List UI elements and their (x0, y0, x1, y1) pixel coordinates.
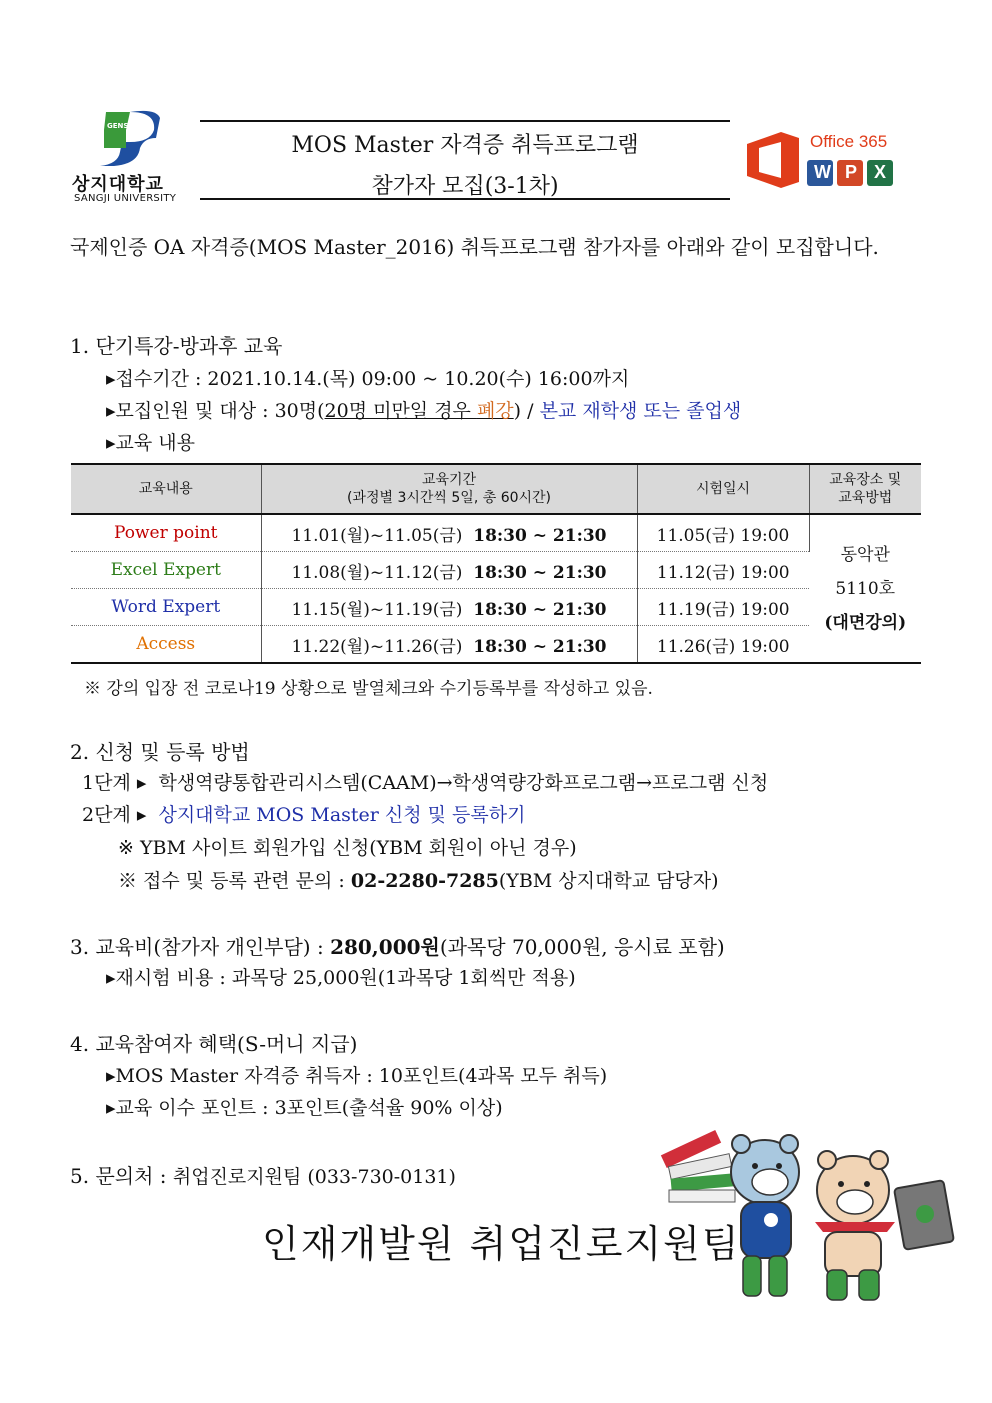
logo-badge-text: GENS2 (107, 122, 134, 130)
contact-prefix: 5. 문의처 : (70, 1164, 173, 1188)
section-2-heading: 2. 신청 및 등록 방법 (70, 740, 250, 764)
course-period (261, 514, 637, 552)
course-time: 18:30 ~ 21:30 (473, 599, 607, 620)
retest-fee: ▸재시험 비용 : 과목당 25,000원(1과목당 1회씩만 적용) (106, 967, 576, 989)
table-row (71, 514, 921, 552)
course-period (261, 626, 637, 664)
fee-amount: 280,000원 (330, 935, 440, 959)
benefit-item-1: ▸MOS Master 자격증 취득자 : 10포인트(4과목 모두 취득) (106, 1065, 608, 1087)
table-header-row (71, 464, 921, 514)
course-time: 18:30 ~ 21:30 (473, 525, 607, 546)
ybm-signup-note: ※ YBM 사이트 회원가입 신청(YBM 회원이 아닌 경우) (118, 837, 577, 859)
section-4-heading: 4. 교육참여자 혜택(S-머니 지급) (70, 1032, 358, 1056)
header-place-line2: 교육방법 (838, 490, 893, 506)
fee-suffix: (과목당 70,000원, 응시료 포함) (439, 935, 725, 959)
education-place (809, 514, 921, 663)
title-line-1: MOS Master 자격증 취득프로그램 (291, 133, 639, 158)
header-exam: 시험일시 (637, 464, 809, 514)
step-1 (82, 768, 768, 795)
exam-datetime: 11.12(금) 19:00 (637, 552, 809, 589)
word-icon: W (814, 162, 831, 182)
header-course: 교육내용 (71, 464, 261, 514)
course-period (261, 552, 637, 589)
recruit-condition (325, 400, 514, 422)
place-room: 5110호 (835, 578, 896, 599)
recruit-underlined: 20명 미만일 경우 (324, 400, 477, 422)
footer-organization: 인재개발원 취업진로지원팀 (262, 1222, 741, 1266)
inquiry-phone: 02-2280-7285 (350, 870, 499, 892)
header-period (261, 464, 637, 514)
schedule-table (71, 463, 921, 664)
header-place (809, 464, 921, 514)
title-box (200, 120, 730, 200)
course-name: Access (71, 626, 261, 664)
contact-info: 취업진로지원팀 (033-730-0131) (172, 1166, 456, 1188)
step-2 (82, 800, 525, 827)
course-dates: 11.08(월)~11.12(금) (291, 562, 463, 583)
inquiry-prefix: ※ 접수 및 등록 관련 문의 : (118, 870, 351, 892)
logo-text: 상지대학교 (72, 174, 164, 195)
inquiry-note (118, 866, 719, 893)
course-time: 18:30 ~ 21:30 (473, 636, 607, 657)
office-label: Office 365 (810, 132, 888, 151)
title-line-2: 참가자 모집(3-1차) (371, 174, 559, 199)
exam-datetime: 11.19(금) 19:00 (637, 589, 809, 626)
course-name: Excel Expert (71, 552, 261, 589)
step-2-link[interactable]: 상지대학교 MOS Master 신청 및 등록하기 (158, 804, 526, 826)
header-period-line1: 교육기간 (421, 472, 477, 488)
course-period (261, 589, 637, 626)
benefit-item-2: ▸교육 이수 포인트 : 3포인트(출석율 90% 이상) (106, 1097, 503, 1119)
recruit-cancel: 폐강 (476, 400, 514, 422)
content-label: ▸교육 내용 (106, 432, 195, 454)
header-place-line1: 교육장소 및 (829, 472, 902, 488)
table-row (71, 552, 921, 589)
course-name: Power point (71, 514, 261, 552)
exam-datetime: 11.26(금) 19:00 (637, 626, 809, 664)
course-time: 18:30 ~ 21:30 (473, 562, 607, 583)
header-period-line2: (과정별 3시간씩 5일, 총 60시간) (346, 490, 552, 506)
step-2-label: 2단계 ▸ (82, 804, 147, 826)
recruit-prefix: ▸모집인원 및 대상 : 30명( (106, 400, 325, 422)
excel-icon: X (874, 162, 887, 182)
place-building: 동악관 (840, 544, 890, 565)
powerpoint-icon: P (845, 162, 858, 182)
table-note: ※ 강의 입장 전 코로나19 상황으로 발열체크와 수기등록부를 작성하고 있음. (84, 679, 653, 699)
intro-paragraph: 국제인증 OA 자격증(MOS Master_2016) 취득프로그램 참가자를 아래와 같이 모집합니다. (70, 235, 879, 259)
course-name: Word Expert (71, 589, 261, 626)
course-dates: 11.22(월)~11.26(금) (291, 636, 463, 657)
section-1-heading: 1. 단기특강-방과후 교육 (70, 334, 283, 358)
fee-prefix: 3. 교육비(참가자 개인부담) : (70, 935, 331, 959)
table-row (71, 626, 921, 664)
university-logo-icon (70, 108, 190, 170)
section-5-heading (70, 1160, 456, 1189)
place-method: (대면강의) (824, 612, 907, 633)
recruit-close: ) / (513, 400, 540, 422)
course-dates: 11.01(월)~11.05(금) (291, 525, 463, 546)
exam-datetime: 11.05(금) 19:00 (637, 514, 809, 552)
recruit-target: 본교 재학생 또는 졸업생 (539, 400, 742, 422)
section-3-heading (70, 931, 725, 960)
course-dates: 11.15(월)~11.19(금) (291, 599, 463, 620)
logo-subtext: SANGJI UNIVERSITY (74, 193, 177, 204)
application-period: ▸접수기간 : 2021.10.14.(목) 09:00 ~ 10.20(수) 16:00까지 (106, 368, 630, 390)
inquiry-suffix: (YBM 상지대학교 담당자) (498, 870, 719, 892)
step-1-text: 학생역량통합관리시스템(CAAM)→학생역량강화프로그램→프로그램 신청 (158, 772, 769, 794)
step-1-label: 1단계 ▸ (82, 772, 147, 794)
recruit-info (106, 396, 741, 423)
table-row (71, 589, 921, 626)
